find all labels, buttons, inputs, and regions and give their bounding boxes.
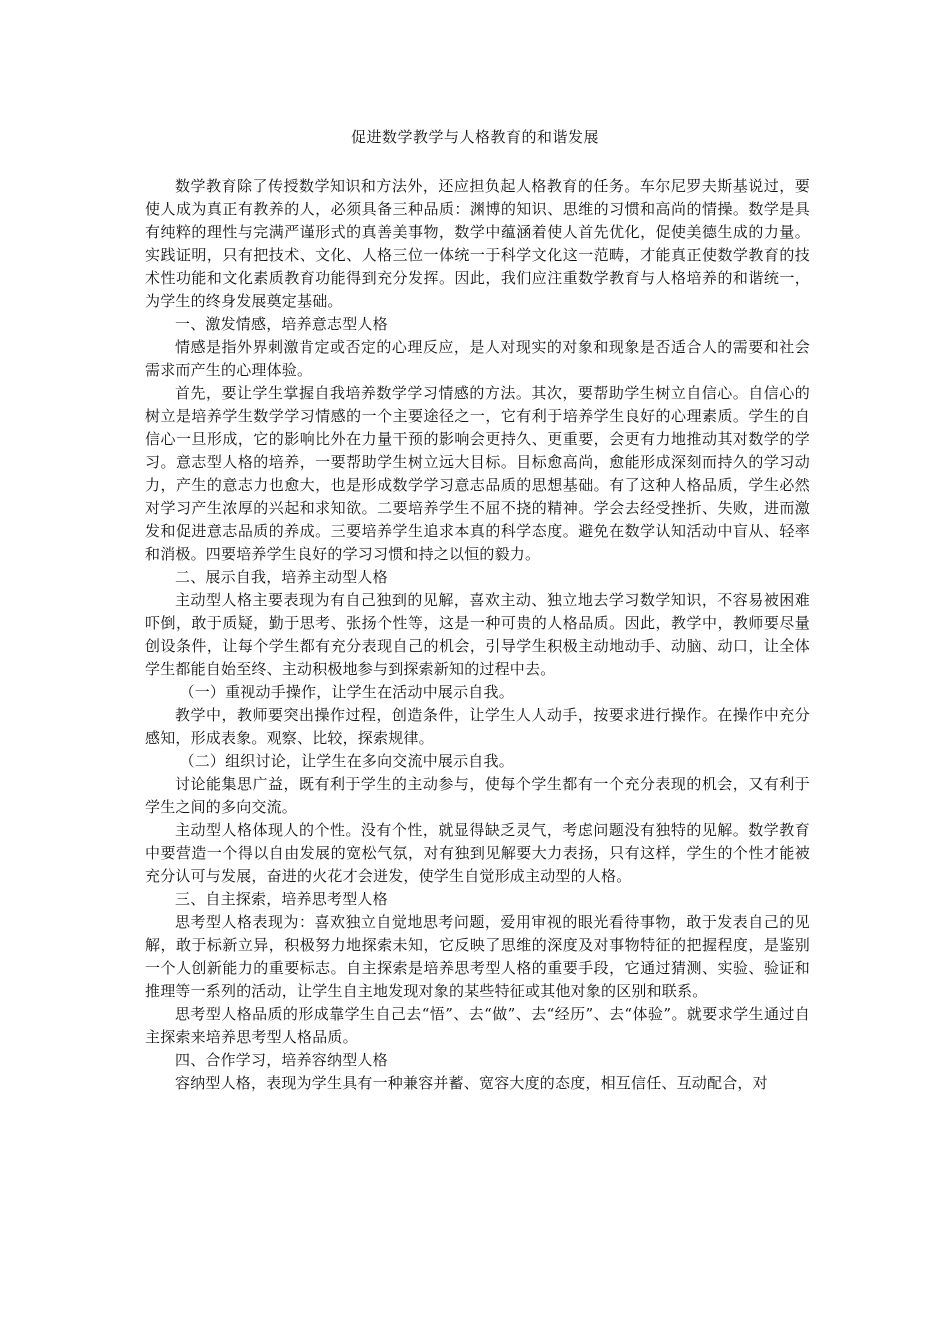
- section-heading-1: 一、激发情感，培养意志型人格: [175, 315, 388, 333]
- section-heading-2: 二、展示自我，培养主动型人格: [175, 568, 388, 586]
- document-body: [145, 175, 810, 1095]
- paragraph: 主动型人格主要表现为有自己独到的见解，喜欢主动、独立地去学习数学知识，不容易被困难吓倒，敢于质疑，勤于思考、张扬个性等，这是一种可贵的人格品质。因此，教学中，教师要尽量创设条件，让每个学生都有充分表现自己的机会，引导学生积极主动地动手、动脑、动口，让全体学生都能自始至终、主动积极地参与到探索新知的过程中去。: [145, 591, 810, 678]
- subsection-heading-1: （一）重视动手操作，让学生在活动中展示自我。: [179, 683, 514, 701]
- paragraph: 首先，要让学生掌握自我培养数学学习情感的方法。其次，要帮助学生树立自信心。自信心的树立是培养学生数学学习情感的一个主要途径之一，它有利于培养学生良好的心理素质。学生的自信心一旦形成，它的影响比外在力量干预的影响会更持久、更重要，会更有力地推动其对数学的学习。意志型人格的培养，一要帮助学生树立远大目标。目标愈高尚，愈能形成深刻而持久的学习动力，产生的意志力也愈大，也是形成数学学习意志品质的思想基础。有了这种人格品质，学生必然对学习产生浓厚的兴起和求知欲。二要培养学生不屈不挠的精神。学会去经受挫折、失败，进而激发和促进意志品质的养成。三要培养学生追求本真的科学态度。避免在数学认知活动中盲从、轻率和消极。四要培养学生良好的学习习惯和持之以恒的毅力。: [145, 384, 810, 563]
- paragraph: 思考型人格品质的形成靠学生自己去“悟”、去“做”、去“经历”、去“体验”。就要求学生通过自主探索来培养思考型人格品质。: [145, 1005, 810, 1046]
- paragraph: 容纳型人格，表现为学生具有一种兼容并蓄、宽容大度的态度，相互信任、互动配合，对: [175, 1074, 768, 1092]
- paragraph: 思考型人格表现为：喜欢独立自觉地思考问题，爱用审视的眼光看待事物，敢于发表自己的见解，敢于标新立异，积极努力地探索未知，它反映了思维的深度及对事物特征的把握程度，是鉴别一个人创新能力的重要标志。自主探索是培养思考型人格的重要手段，它通过猜测、实验、验证和推理等一系列的活动，让学生自主地发现对象的某些特征或其他对象的区别和联系。: [145, 913, 810, 1000]
- paragraph: 情感是指外界刺激肯定或否定的心理反应，是人对现实的对象和现象是否适合人的需要和社会需求而产生的心理体验。: [145, 338, 810, 379]
- paragraph-intro: 数学教育除了传授数学知识和方法外，还应担负起人格教育的任务。车尔尼罗夫斯基说过，要使人成为真正有教养的人，必须具备三种品质：渊博的知识、思维的习惯和高尚的情操。数学是具有纯粹的理性与完满严谨形式的真善美事物，数学中蕴涵着使人首先优化，促使美德生成的力量。实践证明，只有把技术、文化、人格三位一体统一于科学文化这一范畴，才能真正使数学教育的技术性功能和文化素质教育功能得到充分发挥。因此，我们应注重数学教育与人格培养的和谐统一，为学生的终身发展奠定基础。: [145, 177, 810, 310]
- section-heading-4: 四、合作学习，培养容纳型人格: [175, 1051, 388, 1069]
- subsection-heading-2: （二）组织讨论，让学生在多向交流中展示自我。: [179, 752, 514, 770]
- paragraph: 教学中，教师要突出操作过程，创造条件，让学生人人动手，按要求进行操作。在操作中充分感知，形成表象。观察、比较，探索规律。: [145, 706, 810, 747]
- document-title: 促进数学教学与人格教育的和谐发展: [350, 128, 599, 146]
- section-heading-3: 三、自主探索，培养思考型人格: [175, 890, 388, 908]
- paragraph: 主动型人格体现人的个性。没有个性，就显得缺乏灵气，考虑问题没有独特的见解。数学教育中要营造一个得以自由发展的宽松气氛，对有独到见解要大力表扬，只有这样，学生的个性才能被充分认可与发展，奋进的火花才会迸发，使学生自觉形成主动型的人格。: [145, 821, 810, 885]
- paragraph: 讨论能集思广益，既有利于学生的主动参与，使每个学生都有一个充分表现的机会，又有利于学生之间的多向交流。: [145, 775, 810, 816]
